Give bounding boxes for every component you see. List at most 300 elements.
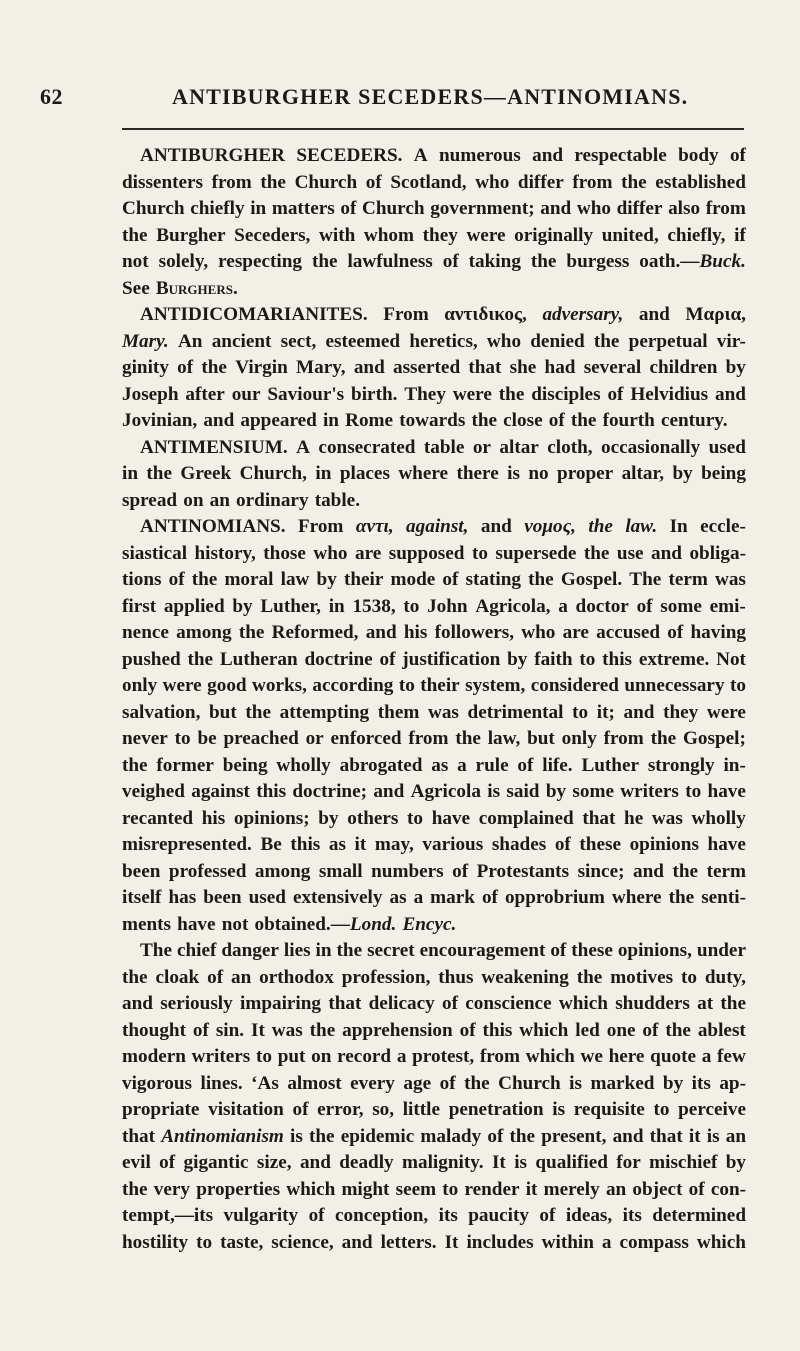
word: A (413, 145, 428, 166)
word: which (525, 1046, 575, 1067)
word: said (506, 781, 540, 802)
word: wholly (691, 807, 746, 829)
text-line (122, 726, 746, 753)
text-line (122, 1097, 746, 1124)
word: good (207, 675, 247, 696)
word: John (427, 595, 468, 617)
word: of (539, 1205, 556, 1226)
word: by (318, 807, 339, 829)
word: have (431, 807, 471, 829)
word: at (697, 993, 714, 1014)
word: ANTIDICOMARIANITES. (140, 304, 368, 325)
word: the (191, 569, 218, 590)
text-line (122, 461, 746, 488)
text-line (122, 196, 746, 223)
word: qualified (535, 1152, 608, 1173)
word: we (580, 1046, 603, 1067)
word: the (309, 1019, 336, 1041)
word: numerous (439, 145, 521, 166)
word: lies (283, 940, 311, 961)
word: proper (557, 463, 614, 484)
word: after (185, 383, 225, 405)
word: first (122, 595, 157, 617)
word: sect, (280, 330, 317, 352)
word: It (251, 1019, 265, 1041)
word: Agricola, (475, 595, 551, 617)
word: that (649, 1125, 683, 1147)
word: where (398, 463, 449, 484)
word: strongly (647, 754, 715, 776)
word: in (122, 463, 139, 484)
word: marked (590, 1072, 655, 1094)
word: malignity. (402, 1152, 484, 1173)
word: extreme. (638, 648, 710, 670)
word: towards (399, 410, 466, 431)
text-line (122, 249, 746, 276)
word: be (197, 728, 217, 749)
word: the (672, 860, 699, 882)
word: as (328, 834, 346, 855)
word: table (423, 436, 465, 458)
word: to (471, 542, 488, 564)
word: under (696, 940, 746, 961)
text-line (122, 832, 746, 859)
word: abrogated (339, 754, 423, 776)
word: are (562, 622, 589, 643)
word: and (532, 145, 564, 166)
word: has (168, 887, 197, 908)
word: writers (191, 1046, 251, 1067)
word: detrimental (467, 701, 564, 723)
word: size, (256, 1152, 292, 1173)
word: ‘As (251, 1072, 279, 1094)
word: by (662, 1072, 684, 1094)
word: faith (534, 648, 573, 670)
word: a (601, 1231, 612, 1253)
word: complained (478, 807, 574, 829)
word: 1538, (352, 595, 396, 617)
word: denied (530, 330, 585, 352)
word: attempting (279, 701, 370, 723)
word: itself (122, 887, 162, 908)
word: in (328, 595, 345, 617)
word: works, (252, 675, 307, 696)
word: conception, (334, 1205, 429, 1226)
word: of (452, 860, 469, 882)
word: who (576, 198, 611, 219)
word: only (561, 728, 597, 749)
word: respecting (218, 251, 302, 272)
word: but (527, 728, 555, 749)
word: within (541, 1231, 594, 1253)
word: ments (122, 913, 172, 935)
word: From (297, 516, 344, 537)
word: a (396, 1046, 407, 1067)
word: and (341, 1231, 373, 1253)
word: the (122, 224, 148, 246)
word: the (455, 728, 481, 749)
word: law (280, 569, 310, 590)
word: preached (223, 728, 299, 749)
word: heretics, (409, 330, 478, 352)
word: and (122, 993, 153, 1014)
text-line (122, 488, 746, 515)
word: vigorous (122, 1072, 193, 1094)
word: tions (122, 569, 162, 590)
text-line (122, 435, 746, 462)
header-rule (122, 128, 744, 130)
word: there (456, 463, 499, 484)
word: were (452, 383, 492, 405)
word: spread (122, 489, 178, 511)
word: to (572, 701, 589, 723)
text-line (122, 1018, 746, 1045)
word: these (579, 834, 621, 855)
word: children (649, 357, 718, 378)
word: lawfulness (347, 251, 433, 272)
word: Joseph (122, 383, 179, 405)
word: against, (406, 516, 469, 537)
word: from (705, 198, 746, 219)
word: burgess (566, 251, 630, 272)
word: for (616, 1152, 641, 1173)
word: in- (723, 754, 746, 776)
word: so, (372, 1099, 395, 1120)
word: the (588, 516, 613, 537)
word: penetration (448, 1099, 544, 1120)
page-number: 62 (40, 84, 63, 109)
word: century. (660, 410, 728, 431)
word: according (312, 675, 394, 696)
word: that (582, 807, 616, 829)
word: of (554, 834, 571, 855)
word: to (196, 1231, 213, 1253)
word: the (122, 754, 148, 776)
text-line (122, 355, 746, 382)
word: our (231, 383, 261, 405)
word: to (442, 1178, 459, 1200)
running-title: ANTIBURGHER SECEDERS—ANTINOMIANS. (172, 84, 689, 109)
word: among (176, 622, 232, 643)
word: as (389, 887, 407, 908)
word: where (611, 887, 662, 908)
word: νομος, (524, 516, 576, 537)
word: shudders (615, 993, 690, 1014)
word: opinions, (617, 940, 692, 961)
word: others (347, 807, 399, 829)
word: In (669, 516, 688, 537)
word: profession, (341, 966, 431, 988)
word: con- (710, 1178, 746, 1200)
word: with (319, 224, 356, 246)
word: sin. (215, 1019, 245, 1041)
word: modern (122, 1046, 186, 1067)
word: not (221, 913, 249, 935)
word: render (464, 1178, 520, 1200)
word: error, (317, 1099, 364, 1120)
word: also (668, 198, 701, 219)
word: vir- (716, 330, 746, 352)
word: From (383, 304, 429, 325)
word: of (159, 1152, 176, 1173)
word: government; (430, 198, 535, 219)
word: gigantic (183, 1152, 249, 1173)
word: lines. (200, 1072, 243, 1094)
word: the (187, 648, 214, 670)
word: from (572, 171, 613, 193)
word: Seceders, (234, 224, 311, 246)
word: unnecessary (624, 675, 725, 696)
word: hostility (122, 1231, 189, 1253)
word: to (407, 807, 424, 829)
word: Luther, (260, 595, 321, 617)
word: occasionally (601, 436, 701, 458)
word: pushed (122, 648, 181, 670)
word: opprobrium (504, 887, 605, 908)
word: determined (652, 1205, 746, 1226)
word: SECEDERS. (296, 145, 403, 166)
text-line (122, 170, 746, 197)
word: perpetual (628, 330, 708, 352)
word: used (248, 887, 286, 908)
word: dissenters (122, 171, 204, 193)
word: writers (620, 781, 679, 802)
word: ginity (122, 357, 169, 378)
word: the (471, 410, 498, 431)
text-line (122, 885, 746, 912)
word: the (260, 171, 286, 193)
word: numbers (371, 860, 444, 882)
word: by (316, 569, 337, 590)
text-line (122, 673, 746, 700)
word: of (177, 357, 194, 378)
word: evil (122, 1152, 151, 1173)
word: who (313, 542, 348, 564)
word: as (431, 754, 449, 776)
word: by (672, 463, 693, 484)
word: quote (650, 1046, 697, 1067)
word: among (254, 860, 311, 882)
word: some (660, 595, 702, 617)
word: Saviour's (267, 383, 345, 405)
word: of (340, 198, 357, 219)
word: places (339, 463, 390, 484)
word: body (678, 145, 719, 166)
word: of (667, 622, 684, 643)
word: by (545, 781, 567, 802)
word: in (315, 463, 332, 484)
word: of (548, 410, 565, 431)
text-line (122, 779, 746, 806)
word: united, (601, 224, 659, 246)
word: of (365, 171, 382, 193)
word: or (472, 436, 491, 458)
word: to (174, 728, 191, 749)
word: to (729, 675, 746, 696)
word: Church (498, 1072, 561, 1094)
body-text (122, 143, 746, 1256)
word: have (707, 781, 746, 802)
word: the (665, 1019, 691, 1041)
word: delicacy (368, 993, 435, 1014)
word: the (668, 887, 695, 908)
word: secret (367, 940, 415, 961)
text-line (122, 567, 746, 594)
word: originally (514, 224, 594, 246)
word: had (544, 357, 576, 378)
word: may, (374, 834, 414, 855)
word: and (299, 1152, 331, 1173)
word: an (209, 489, 230, 511)
word: their (343, 569, 384, 590)
word: of (481, 887, 498, 908)
text-line (122, 806, 746, 833)
word: the (201, 357, 227, 378)
word: the (650, 728, 677, 749)
word: an (605, 1178, 627, 1200)
word: only (122, 675, 158, 696)
text-line (122, 594, 746, 621)
word: it (688, 1125, 701, 1147)
word: ancient (211, 330, 272, 352)
text-line (122, 541, 746, 568)
text-line (122, 938, 746, 965)
word: the (336, 940, 363, 961)
word: Μαρια, (685, 304, 746, 325)
word: term (668, 569, 708, 590)
word: The (629, 569, 662, 590)
word: altar, (621, 463, 665, 484)
word: is (290, 1125, 303, 1147)
word: αντιδικος, (444, 304, 527, 325)
word: Church, (239, 463, 307, 484)
word: The (140, 940, 172, 961)
word: ap- (719, 1072, 746, 1094)
word: weakening (481, 966, 569, 988)
word: of (642, 1019, 659, 1041)
word: its (691, 1072, 711, 1094)
text-line (122, 408, 746, 435)
word: which (696, 1231, 746, 1253)
word: orthodox (259, 966, 334, 988)
word: from (603, 728, 644, 749)
word: been (203, 887, 242, 908)
word: which (519, 1019, 569, 1041)
word: oath.—Buck. (639, 251, 746, 272)
word: Church (361, 198, 425, 219)
word: visitation (208, 1099, 284, 1120)
word: properties (196, 1178, 281, 1200)
word: science, (271, 1231, 334, 1253)
word: esteemed (325, 330, 401, 352)
word: object (632, 1178, 683, 1200)
word: various (422, 834, 484, 855)
word: the (146, 463, 172, 484)
word: to (398, 675, 415, 696)
word: and (612, 1125, 644, 1147)
word: since; (577, 860, 625, 882)
word: αντι, (355, 516, 394, 537)
word: Church (122, 198, 185, 219)
word: obliga- (689, 542, 746, 564)
word: being (222, 754, 268, 776)
word: mark (430, 887, 475, 908)
word: consecrated (318, 436, 416, 458)
word: impairing (240, 993, 322, 1014)
word: and (623, 701, 655, 723)
word: the (509, 1125, 536, 1147)
word: his (201, 807, 226, 829)
word: and (373, 781, 405, 802)
word: a (457, 754, 467, 776)
word: differ (616, 198, 663, 219)
text-line (122, 302, 746, 329)
word: is (487, 781, 501, 802)
word: veighed (122, 781, 185, 802)
word: of (729, 145, 746, 166)
word: from (408, 728, 449, 749)
word: the (528, 569, 554, 590)
text-line (122, 329, 746, 356)
text-line (122, 143, 746, 170)
word: it (354, 834, 367, 855)
word: Church (294, 171, 358, 193)
text-line (122, 1044, 746, 1071)
word: the (238, 622, 265, 643)
word: were (162, 675, 202, 696)
word: being (701, 463, 746, 484)
word: these (571, 940, 613, 961)
word: its (622, 1205, 642, 1226)
text-line (122, 382, 746, 409)
word: the (122, 1178, 148, 1200)
text-line (122, 912, 746, 939)
word: been (122, 860, 161, 882)
word: used (708, 436, 746, 458)
word: history, (194, 542, 256, 564)
word: fourth (602, 410, 655, 431)
word: includes (466, 1231, 534, 1253)
word: supersede (495, 542, 577, 564)
word: eccle- (700, 516, 746, 537)
word: or (305, 728, 324, 749)
word: An (177, 330, 203, 352)
word: having (690, 622, 746, 643)
word: See (122, 277, 150, 299)
word: some (572, 781, 614, 802)
word: was (427, 701, 459, 723)
word: ablest (697, 1019, 746, 1041)
word: taste, (220, 1231, 264, 1253)
word: They (404, 383, 446, 405)
word: moral (224, 569, 274, 590)
word: of (459, 1019, 476, 1041)
word: they (663, 701, 699, 723)
text-line (122, 1150, 746, 1177)
word: It (491, 1152, 506, 1173)
word: a (558, 595, 568, 617)
text-line (122, 276, 746, 303)
word: was (271, 1019, 303, 1041)
word: the (498, 383, 525, 405)
word: table. (314, 489, 360, 511)
word: which (286, 1178, 336, 1200)
word: Gospel; (682, 728, 746, 749)
word: and (540, 198, 572, 219)
word: former (156, 754, 214, 776)
word: law, (487, 728, 521, 749)
word: Be (260, 834, 282, 855)
